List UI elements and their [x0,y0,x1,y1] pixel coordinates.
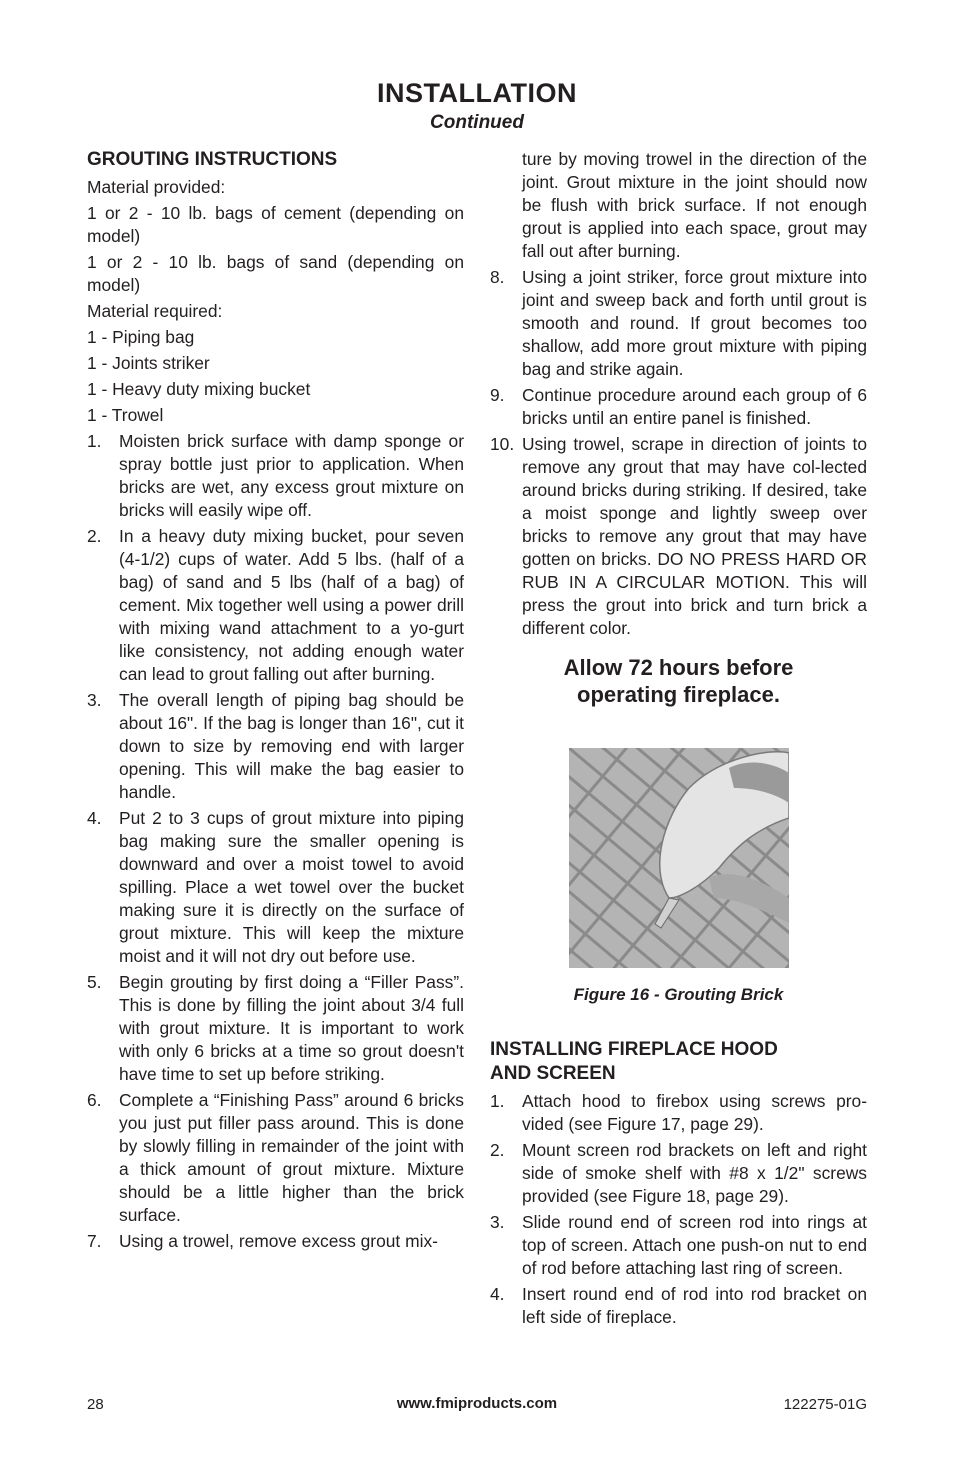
website-link[interactable]: www.fmiproducts.com [396,1395,558,1412]
list-item [490,1139,867,1208]
step-number: 2. [490,1140,505,1160]
page-title: INSTALLATION [377,78,577,108]
step-text: Continue procedure around each group of 6 bricks until an entire panel is finished. [522,385,867,428]
step-number: 1. [490,1091,505,1111]
step-text: Slide round end of screen rod into rings at top of screen. Attach one push-on nut to end of rod before attaching last ring of screen. [522,1212,867,1278]
step-text: Using trowel, scrape in direction of joints to remove any grout that may have col-lected around bricks during striking. If desired, take a moist sponge and lightly sweep over bricks to remove any grout that may have gotten on bricks. DO NO PRESS HARD OR RUB IN A CIRCULAR MOTION. This will press the grout into brick and turn brick a different color. [522,434,867,638]
step-text: Put 2 to 3 cups of grout mixture into piping bag making sure the smaller opening is downward and over a moist towel to avoid spilling. Place a wet towel over the bucket making sure it is directly on the surface of grout mixture. This will keep the mixture moist and it will not dry out before use. [119,808,464,966]
step-number: 2. [87,526,102,546]
step-7-continued: ture by moving trowel in the direction of the joint. Grout mixture in the joint should now be flush with brick surface. If not enough grout is applied into each space, grout may fall out after burning. [522,149,867,261]
heading-line: AND SCREEN [490,1063,616,1084]
step-number: 6. [87,1090,102,1110]
step-number: 3. [87,690,102,710]
section-heading-grouting: GROUTING INSTRUCTIONS [87,149,338,170]
material-line: 1 - Heavy duty mixing bucket [87,379,311,399]
step-text: Insert round end of rod into rod bracket on left side of fireplace. [522,1284,867,1327]
list-item [87,430,464,522]
grouting-steps-continued [490,266,867,640]
step-number: 7. [87,1231,102,1251]
list-item [490,1211,867,1280]
page-subtitle: Continued [430,112,524,133]
material-line: Material provided: [87,177,226,197]
list-item [490,1283,867,1329]
material-line: 1 - Joints striker [87,353,210,373]
list-item [87,689,464,804]
list-item [490,433,867,640]
step-number: 4. [490,1284,505,1304]
grouting-steps [87,430,464,1253]
left-column [87,148,464,1256]
step-number: 10. [490,434,515,454]
section-heading-hood [490,1038,867,1086]
step-text: Moisten brick surface with damp sponge or spray bottle just prior to application. When bricks are wet, any excess grout mixture on bricks will easily wipe off. [119,431,464,520]
notice-line: Allow 72 hours before [563,655,794,680]
step-number: 1. [87,431,102,451]
curing-notice [490,654,867,708]
step-text: Mount screen rod brackets on left and right side of smoke shelf with #8 x 1/2" screws provided (see Figure 18, page 29). [522,1140,867,1206]
list-item [87,1230,464,1253]
material-line: 1 - Trowel [87,405,164,425]
step-text: The overall length of piping bag should be about 16". If the bag is longer than 16", cut it down to size by removing end with larger opening. This will make the bag easier to handle. [119,690,464,802]
step-number: 4. [87,808,102,828]
step-text: Begin grouting by first doing a “Filler Pass”. This is done by filling the joint about 3/4 full with grout mixture. It is important to work with only 6 bricks at a time so grout doesn't have time to set up before striking. [119,972,464,1084]
step-text: In a heavy duty mixing bucket, pour seven (4-1/2) cups of water. Add 5 lbs. (half of a bag) of sand and 5 lbs (half of a bag) of cement. Mix together well using a power drill with mixing wand attachment to a yo-gurt like consistency, not adding enough water can lead to grout falling out after burning. [119,526,464,684]
step-number: 3. [490,1212,505,1232]
material-line: 1 - Piping bag [87,327,195,347]
notice-line: operating fireplace. [577,682,780,707]
document-number: 122275-01G [783,1396,867,1413]
step-text: Using a trowel, remove excess grout mix- [119,1231,438,1251]
figure-caption: Figure 16 - Grouting Brick [573,985,784,1004]
list-item [490,384,867,430]
page-number: 28 [87,1396,104,1413]
list-item [87,525,464,686]
heading-line: INSTALLING FIREPLACE HOOD [490,1039,778,1060]
step-number: 9. [490,385,505,405]
step-text: Complete a “Finishing Pass” around 6 bricks you just put filler pass around. This is done by slowly filling in remainder of the joint with a thick amount of grout mixture. Mixture should be a little higher than the brick surface. [119,1090,464,1225]
grouting-brick-photo [569,748,789,968]
material-line: Material required: [87,301,223,321]
step-number: 8. [490,267,505,287]
list-item [87,1089,464,1227]
step-number: 5. [87,972,102,992]
list-item [87,807,464,968]
list-item [490,1090,867,1136]
step-text: Attach hood to firebox using screws pro-vided (see Figure 17, page 29). [522,1091,867,1134]
list-item [490,266,867,381]
right-column [490,148,867,1332]
hood-steps [490,1090,867,1329]
list-item [87,971,464,1086]
material-line: 1 or 2 - 10 lb. bags of sand (depending on model) [87,252,464,295]
step-text: Using a joint striker, force grout mixture into joint and sweep back and forth until grout is smooth and round. If grout becomes too shallow, add more grout mixture with piping bag and strike again. [522,267,867,379]
material-line: 1 or 2 - 10 lb. bags of cement (depending on model) [87,203,464,246]
